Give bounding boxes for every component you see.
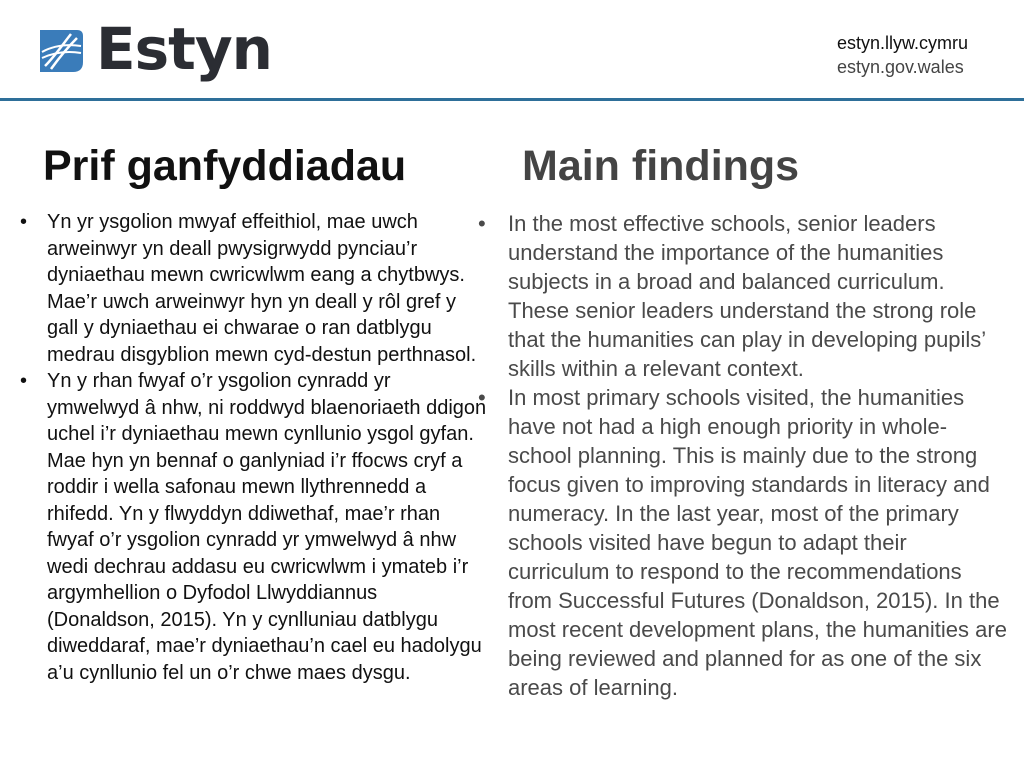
welsh-finding-2: • Yn y rhan fwyaf o’r ysgolion cynradd yr ymwelwyd â nhw, ni roddwyd blaenoriaeth ddigon uchel i’r dyniaethau mewn cynllunio ysgol gyfan. Mae hyn yn bennaf o ganlyniad i’r ffocws cryf a roddir i wella safonau mewn llythrennedd a rhifedd. Yn y flwyddyn ddiwethaf, mae’r rhan fwyaf o’r ysgolion cynradd yr ymwelwyd â nhw wedi dechrau addasu eu cwricwlwm i ymateb i’r argymhellion o Dyfodol Llwyddiannus (Donaldson, 2015). Yn y cynlluniau datblygu diweddaraf, mae’r dyniaethau’n cael eu hadolygu a’u cynllunio fel un o’r chwe maes dysgu. [47, 368, 487, 686]
header-divider [0, 98, 1024, 101]
url-welsh: estyn.llyw.cymru [836, 33, 968, 53]
welsh-findings-list [47, 209, 487, 686]
english-heading: Main findings [522, 142, 800, 190]
english-findings-list [508, 209, 1008, 702]
header-urls [837, 31, 968, 79]
url-english: estyn.gov.wales [836, 57, 964, 77]
welsh-heading: Prif ganfyddiadau [43, 142, 407, 190]
estyn-logo-text: Estyn [96, 15, 272, 83]
english-finding-2: • In most primary schools visited, the humanities have not had a high enough priority in whole-school planning. This is mainly due to the strong focus given to improving standards in literacy and numeracy. In the last year, most of the primary schools visited have begun to adapt their curriculum to respond to the recommendations from Successful Futures (Donaldson, 2015). In the most recent development plans, the humanities are being reviewed and planned for as one of the six areas of learning. [508, 383, 1008, 702]
estyn-logo-icon [37, 26, 84, 73]
english-finding-1: • In the most effective schools, senior leaders understand the importance of the humanities subjects in a broad and balanced curriculum. These senior leaders understand the strong role that the humanities can play in developing pupils’ skills within a relevant context. [508, 209, 1008, 383]
welsh-finding-1: • Yn yr ysgolion mwyaf effeithiol, mae uwch arweinwyr yn deall pwysigrwydd pynciau’r dyniaethau mewn cwricwlwm eang a chytbwys. Mae’r uwch arweinwyr hyn yn deall y rôl gref y gall y dyniaethau ei chwarae o ran datblygu medrau disgyblion mewn cyd-destun perthnasol. [47, 209, 487, 368]
